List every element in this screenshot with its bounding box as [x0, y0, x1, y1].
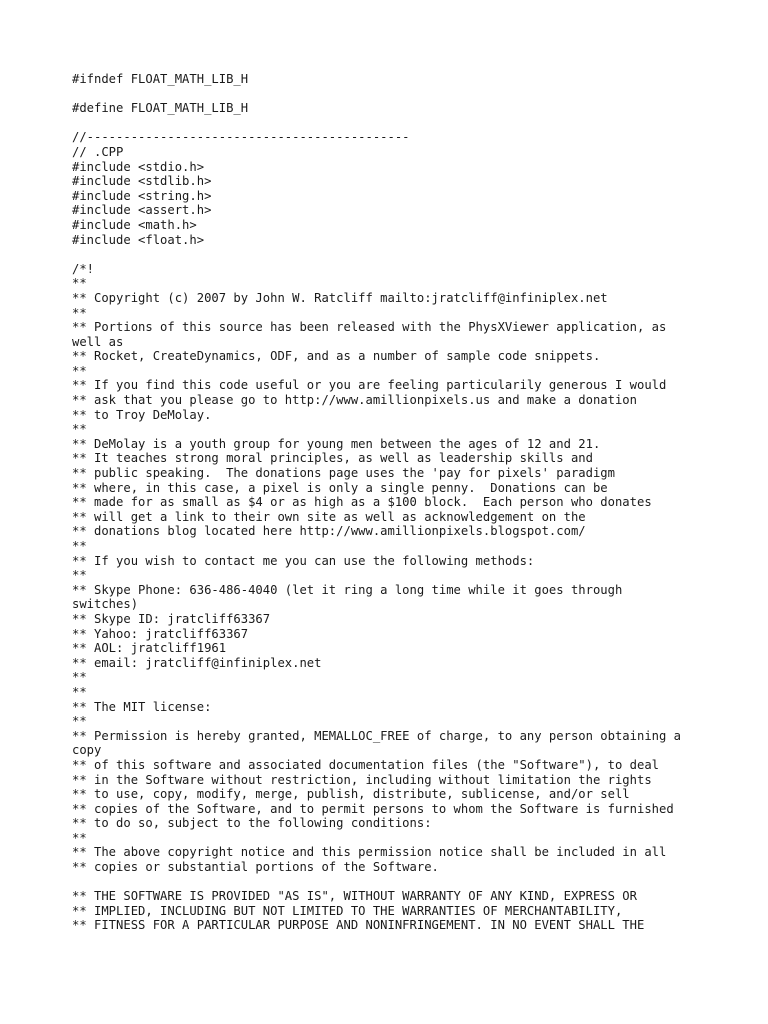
code-line: ** [72, 276, 87, 291]
code-line: ** in the Software without restriction, including without limitation the rights [72, 772, 652, 787]
code-line: #define FLOAT_MATH_LIB_H [72, 101, 249, 116]
code-line: // .CPP [72, 144, 124, 159]
code-line: ** [72, 670, 87, 685]
code-line [72, 875, 712, 890]
code-line: copy [72, 743, 102, 758]
code-line: ** will get a link to their own site as well as acknowledgement on the [72, 509, 586, 524]
code-line: #ifndef FLOAT_MATH_LIB_H [72, 72, 249, 86]
code-line: #include <float.h> [72, 232, 205, 247]
code-line: ** The MIT license: [72, 699, 212, 714]
code-line: #include <assert.h> [72, 203, 212, 218]
code-line [72, 247, 712, 262]
code-line: ** [72, 539, 87, 553]
code-line: well as [72, 334, 124, 349]
code-line: ** Copyright (c) 2007 by John W. Ratcliff mailto:jratcliff@infiniplex.net [72, 290, 608, 305]
code-line: ** donations blog located here http://www.amillionpixels.blogspot.com/ [72, 524, 586, 539]
code-line: ** public speaking. The donations page uses the 'pay for pixels' paradigm [72, 466, 615, 481]
code-line: ** FITNESS FOR A PARTICULAR PURPOSE AND NONINFRINGEMENT. IN NO EVENT SHALL THE [72, 918, 645, 933]
code-line: ** IMPLIED, INCLUDING BUT NOT LIMITED TO THE WARRANTIES OF MERCHANTABILITY, [72, 903, 623, 918]
code-line: #include <math.h> [72, 217, 197, 232]
code-line: ** If you find this code useful or you are feeling particularily generous I would [72, 378, 667, 393]
code-line: ** [72, 714, 87, 729]
code-line: ** where, in this case, a pixel is only a single penny. Donations can be [72, 480, 608, 495]
code-line: ** [72, 363, 87, 378]
code-line: ** to do so, subject to the following conditions: [72, 816, 432, 831]
code-line: ** [72, 830, 87, 845]
code-line: ** Skype ID: jratcliff63367 [72, 611, 271, 626]
code-line: ** Yahoo: jratcliff63367 [72, 626, 249, 641]
code-line: #include <stdlib.h> [72, 174, 212, 189]
code-line: ** made for as small as $4 or as high as a $100 block. Each person who donates [72, 495, 652, 510]
code-line: ** copies or substantial portions of the Software. [72, 860, 439, 875]
code-line: ** If you wish to contact me you can use the following methods: [72, 553, 535, 568]
code-line: ** of this software and associated documentation files (the "Software"), to deal [72, 757, 659, 772]
code-line [72, 87, 712, 102]
code-line: ** The above copyright notice and this permission notice shall be included in all [72, 845, 667, 860]
code-line: ** It teaches strong moral principles, as well as leadership skills and [72, 451, 593, 466]
code-line: ** to Troy DeMolay. [72, 407, 212, 422]
code-line: ** [72, 568, 87, 583]
code-line: ** Portions of this source has been released with the PhysXViewer application, as [72, 320, 667, 335]
code-line: //-------------------------------------------- [72, 130, 410, 145]
code-line: ** [72, 305, 87, 320]
code-line: #include <string.h> [72, 188, 212, 203]
code-line: ** Rocket, CreateDynamics, ODF, and as a number of sample code snippets. [72, 349, 601, 364]
code-line: ** email: jratcliff@infiniplex.net [72, 655, 322, 670]
code-line: ** [72, 422, 87, 437]
code-line: ** AOL: jratcliff1961 [72, 641, 227, 656]
document-page [72, 72, 712, 933]
code-line: ** THE SOFTWARE IS PROVIDED "AS IS", WITHOUT WARRANTY OF ANY KIND, EXPRESS OR [72, 889, 637, 904]
code-line: ** Permission is hereby granted, MEMALLOC_FREE of charge, to any person obtaining a [72, 728, 682, 743]
code-line: ** ask that you please go to http://www.amillionpixels.us and make a donation [72, 393, 637, 408]
code-line: ** [72, 684, 87, 699]
code-line [72, 116, 712, 131]
code-line: ** Skype Phone: 636-486-4040 (let it ring a long time while it goes through [72, 582, 623, 597]
code-line: ** DeMolay is a youth group for young men between the ages of 12 and 21. [72, 436, 601, 451]
code-line: switches) [72, 597, 139, 612]
code-line: #include <stdio.h> [72, 159, 205, 174]
code-line: ** to use, copy, modify, merge, publish, distribute, sublicense, and/or sell [72, 787, 630, 802]
code-line: /*! [72, 261, 95, 276]
code-line: ** copies of the Software, and to permit persons to whom the Software is furnished [72, 801, 674, 816]
